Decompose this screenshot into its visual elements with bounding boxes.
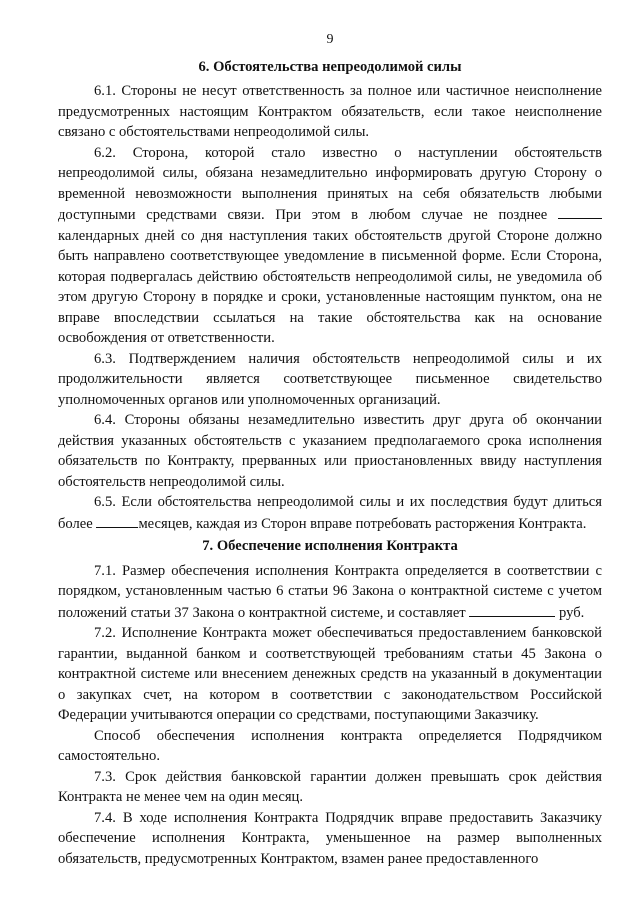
paragraph-6-2-part-b: календарных дней со дня наступления таких обстоятельств другой Стороне должно быть направлено соответствующее уведомление в письменной форме. Если Сторона, которая подвергалась действию обстоятельств непреодолимой силы, не уведомила об этом другую Сторону в порядке и сроки, установленные настоящим пунктом, она не вправе впоследствии ссылаться на такие обстоятельства как на основание освобождения от ответственности. [58,227,602,346]
paragraph-7-1-part-b: руб. [558,604,585,621]
paragraph-6-5-part-a: 6.5. Если обстоятельства непреодолимой силы и их последствия будут длиться более [58,494,602,532]
paragraph-7-1 [58,561,602,624]
section-7-title: 7. Обеспечение исполнения Контракта [202,538,458,554]
paragraph-7-2-method: Способ обеспечения исполнения контракта определяется Подрядчиком самостоятельно. [58,727,602,764]
paragraph-7-1-part-a: 7.1. Размер обеспечения исполнения Контракта определяется в соответствии с порядком, установленным частью 6 статьи 96 Закона о контрактной системе с учетом положений статьи 37 Закона о контрактной системе, и составляет [58,562,602,621]
paragraph-7-3: 7.3. Срок действия банковской гарантии должен превышать срок действия Контракта не менее чем на один месяц. [58,768,602,805]
paragraph-6-4: 6.4. Стороны обязаны незамедлительно известить друг друга об окончании действия указанных обстоятельств с указанием предполагаемого срока исполнения обязательств по Контракту, прерванных или приостановленных ввиду наступления обстоятельств непреодолимой силы. [58,412,602,490]
paragraph-6-2 [58,143,602,349]
page-number: 9 [326,32,334,47]
section-6-title: 6. Обстоятельства непреодолимой силы [198,58,462,75]
paragraph-6-5-part-b: месяцев, каждая из Сторон вправе потребовать расторжения Контракта. [138,515,587,532]
blank-months-field [96,513,138,528]
paragraph-6-3: 6.3. Подтверждением наличия обстоятельств непреодолимой силы и их продолжительности является соответствующее письменное свидетельство уполномоченных органов или уполномоченных организаций. [58,350,602,408]
blank-days-field [558,204,602,219]
paragraph-7-4: 7.4. В ходе исполнения Контракта Подрядчик вправе предоставить Заказчику обеспечение исполнения Контракта, уменьшенное на размер выполненных обязательств, предусмотренных Контрактом, взамен ранее предоставленного [58,809,602,867]
blank-amount-field [469,602,555,617]
paragraph-7-2: 7.2. Исполнение Контракта может обеспечиваться предоставлением банковской гарантии, выданной банком и соответствующей требованиям статьи 45 Закона о контрактной системе или внесением денежных средств на указанный в документации о закупках счет, на котором в соответствии с законодательством Российской Федерации учитываются операции со средствами, поступающими Заказчику. [58,625,602,723]
paragraph-6-2-part-a: 6.2. Сторона, которой стало известно о наступлении обстоятельств непреодолимой силы, обязана незамедлительно информировать другую Сторону о временной невозможности выполнения принятых на себя обязательств любыми доступными средствами связи. При этом в любом случае не позднее [58,144,602,223]
paragraph-6-5 [58,492,602,534]
paragraph-6-1: 6.1. Стороны не несут ответственность за полное или частичное неисполнение предусмотренных настоящим Контрактом обязательств, если такое неисполнение связано с обстоятельствами непреодолимой силы. [58,83,602,140]
